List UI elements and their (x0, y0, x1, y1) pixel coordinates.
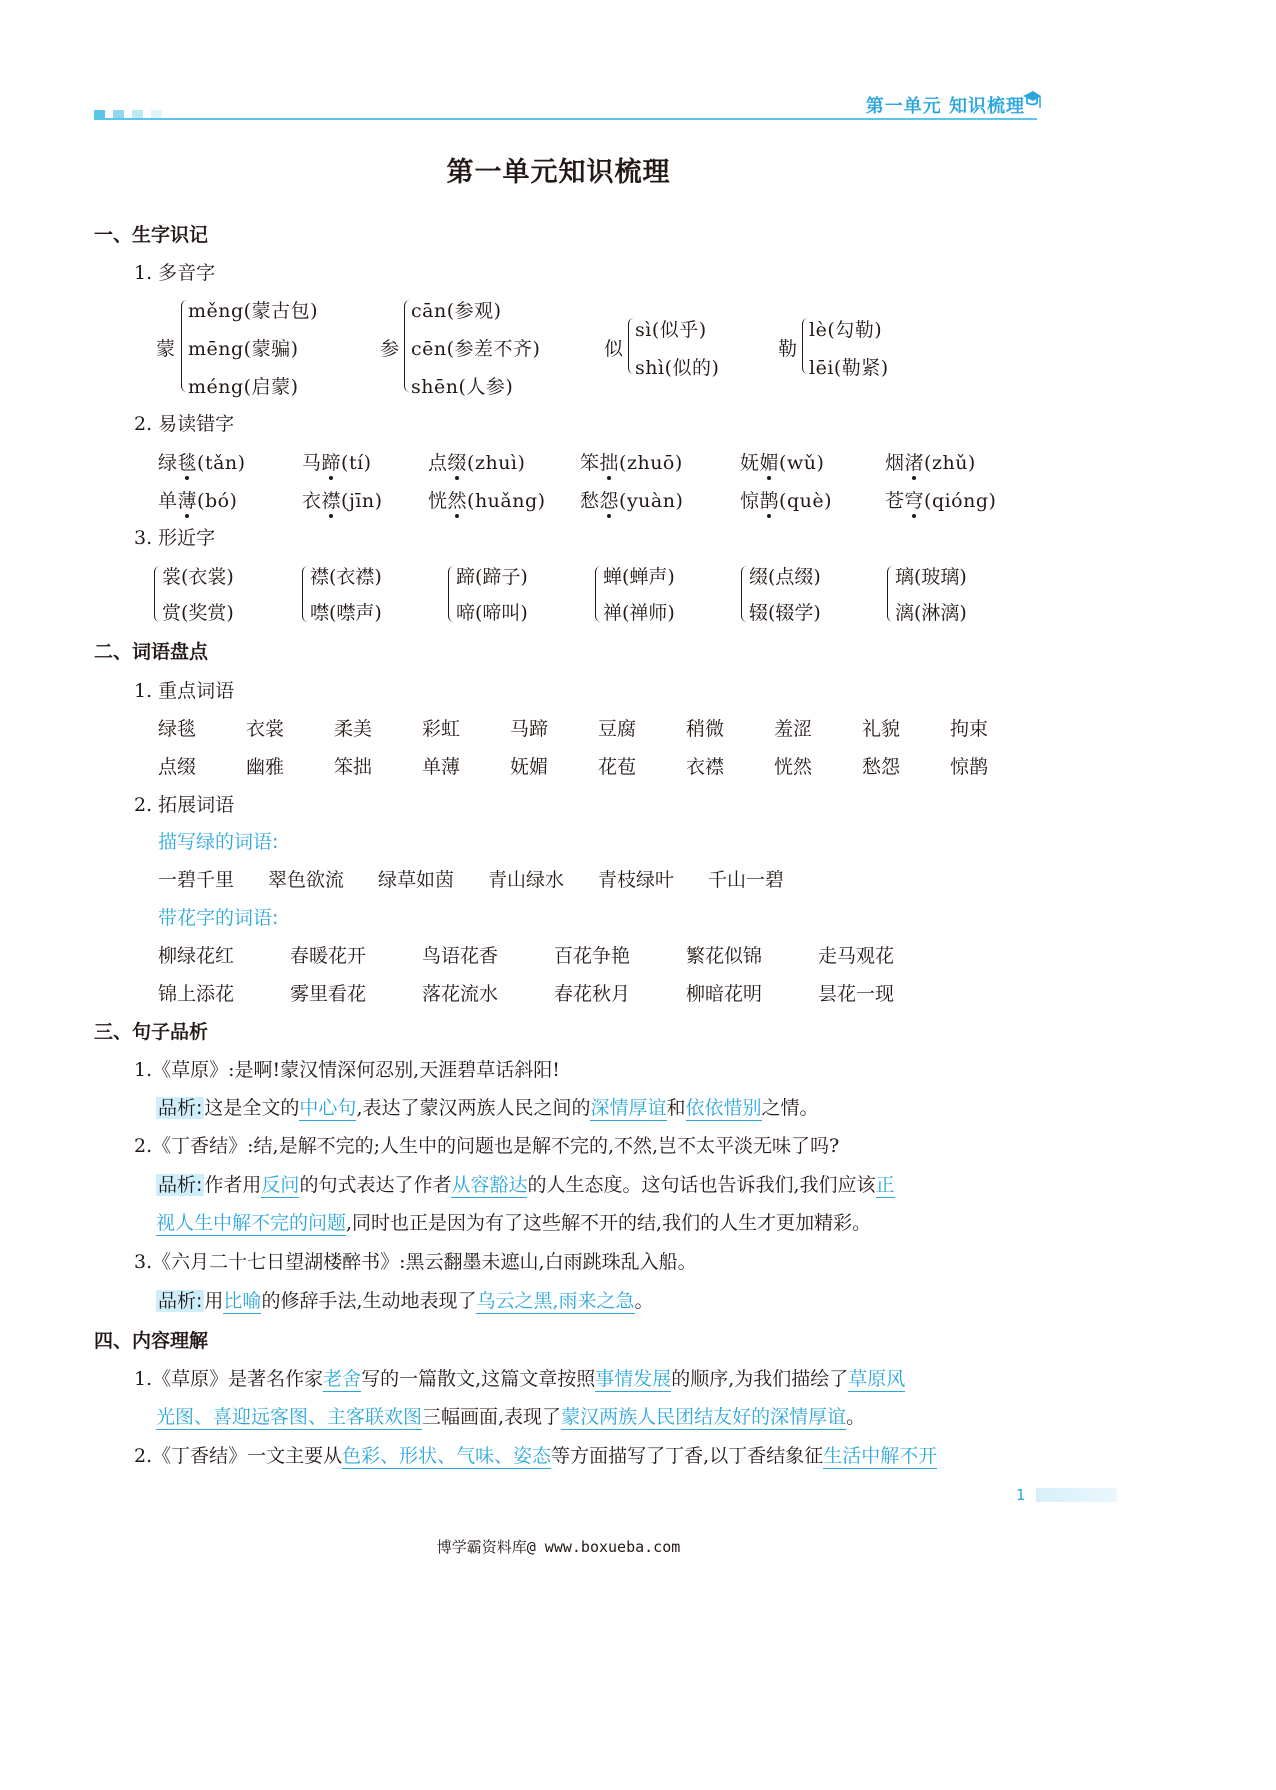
brace (154, 566, 160, 622)
key-word: 衣襟 (686, 756, 725, 778)
misread-char: 妩 (740, 452, 760, 474)
section-heading: 四、内容理解 (94, 1330, 209, 1352)
similar-char: 赏(奖赏) (162, 602, 234, 624)
page-number-bar (1036, 1488, 1117, 1502)
polyphone-reading: shēn(人参) (411, 376, 514, 398)
subheading: 1. 多音字 (134, 262, 216, 284)
flower-word: 柳绿花红 (158, 945, 235, 967)
text-run: 的修辞手法,生动地表现了 (261, 1290, 477, 1312)
text-run: 之情。 (761, 1097, 819, 1119)
polyphone-reading: lēi(勒紧) (809, 357, 889, 379)
polyphone-reading: mēng(蒙骗) (188, 338, 299, 360)
misread-item (580, 448, 683, 475)
text-run: 。 (846, 1406, 866, 1428)
misread-item (428, 448, 525, 475)
misread-char-dotted: 穹 (904, 490, 925, 512)
category-label: 带花字的词语: (158, 907, 279, 929)
similar-char: 襟(衣襟) (310, 566, 382, 588)
graduation-cap-icon (1021, 88, 1041, 112)
text-run: 的人生态度。这句话也告诉我们,我们应该 (527, 1174, 876, 1196)
misread-item (428, 486, 546, 513)
key-answer: 生活中解不开 (823, 1445, 938, 1467)
misread-pinyin: (bó) (197, 490, 238, 512)
key-answer: 从容豁达 (451, 1174, 528, 1196)
brace (404, 300, 410, 392)
similar-char: 辍(辍学) (749, 602, 821, 624)
misread-char: 惊 (740, 490, 760, 512)
analysis-tag: 品析: (158, 1174, 203, 1196)
key-word: 点缀 (158, 756, 197, 778)
flower-word: 锦上添花 (158, 983, 235, 1005)
section-heading: 三、句子品析 (94, 1021, 209, 1043)
key-answer: 正 (875, 1174, 895, 1196)
flower-word: 繁花似锦 (686, 945, 763, 967)
key-word: 妩媚 (510, 756, 549, 778)
subheading: 1. 重点词语 (134, 680, 235, 702)
misread-char: 马 (302, 452, 322, 474)
misread-pinyin: (yuàn) (619, 490, 684, 512)
similar-char: 裳(衣裳) (162, 566, 234, 588)
misread-item (158, 486, 237, 513)
flower-word: 春花秋月 (554, 983, 631, 1005)
misread-char: 烟 (885, 452, 905, 474)
key-word: 单薄 (422, 756, 461, 778)
key-word: 拘束 (950, 718, 989, 740)
sentence-quote: 3.《六月二十七日望湖楼醉书》:黑云翻墨未遮山,白雨跳珠乱入船。 (134, 1251, 697, 1273)
footer-watermark: 博学霸资料库@ www.boxueba.com (436, 1538, 681, 1556)
subheading: 3. 形近字 (134, 527, 216, 549)
misread-pinyin: (zhuō) (619, 452, 683, 474)
misread-pinyin: (qióng) (924, 490, 997, 512)
key-answer: 反问 (261, 1174, 300, 1196)
key-answer: 事情发展 (595, 1368, 672, 1390)
similar-char: 蹄(蹄子) (456, 566, 528, 588)
page-title: 第一单元知识梳理 (446, 157, 671, 188)
key-word: 礼貌 (862, 718, 901, 740)
key-answer: 中心句 (299, 1097, 357, 1119)
text-run: 的顺序,为我们描绘了 (671, 1368, 849, 1390)
misread-pinyin: (què) (779, 490, 832, 512)
text-run: ,同时也正是因为有了这些解不开的结,我们的人生才更加精彩。 (346, 1212, 872, 1234)
misread-char: 点 (428, 452, 448, 474)
analysis-tag: 品析: (158, 1290, 203, 1312)
page-number: 1 (1016, 1486, 1026, 1504)
brace (628, 318, 634, 374)
misread-pinyin: (zhuì) (467, 452, 526, 474)
sentence-quote: 2.《丁香结》:结,是解不完的;人生中的问题也是解不完的,不然,岂不太平淡无味了吗? (134, 1135, 840, 1157)
text-run: 三幅画面,表现了 (422, 1406, 562, 1428)
flower-word: 柳暗花明 (686, 983, 763, 1005)
green-word: 青山绿水 (488, 869, 565, 891)
text-run: 的句式表达了作者 (299, 1174, 452, 1196)
text-run: 等方面描写了丁香,以丁香结象征 (551, 1445, 824, 1467)
green-word: 一碧千里 (158, 869, 235, 891)
brace (741, 566, 747, 622)
green-word: 千山一碧 (708, 869, 785, 891)
polyphone-char: 似 (604, 338, 624, 360)
similar-char: 缀(点缀) (749, 566, 821, 588)
brace (595, 566, 601, 622)
text-run: 2.《丁香结》一文主要从 (134, 1445, 343, 1467)
key-word: 衣裳 (246, 718, 285, 740)
content-line (134, 1364, 905, 1391)
key-word: 花苞 (598, 756, 637, 778)
misread-char: 愁 (580, 490, 600, 512)
text-run: 这是全文的 (204, 1097, 300, 1119)
key-answer: 视人生中解不完的问题 (156, 1212, 347, 1234)
key-word: 马蹄 (510, 718, 549, 740)
category-label: 描写绿的词语: (158, 831, 279, 853)
analysis-line (156, 1170, 895, 1197)
subheading: 2. 易读错字 (134, 413, 235, 435)
analysis-tag: 品析: (158, 1097, 203, 1119)
polyphone-reading: měng(蒙古包) (188, 300, 318, 322)
misread-pinyin: (huǎng) (467, 490, 546, 512)
similar-char: 漓(淋漓) (895, 602, 967, 624)
analysis-line (156, 1208, 871, 1235)
polyphone-char: 勒 (778, 338, 798, 360)
key-answer: 乌云之黑,雨来之急 (476, 1290, 635, 1312)
misread-pinyin: (jīn) (341, 490, 383, 512)
key-answer: 依依惜别 (685, 1097, 762, 1119)
misread-char: 绿 (158, 452, 178, 474)
key-word: 幽雅 (246, 756, 285, 778)
key-word: 柔美 (334, 718, 373, 740)
text-run: 作者用 (204, 1174, 262, 1196)
misread-char-dotted: 蹄 (321, 452, 342, 474)
similar-char: 禅(禅师) (603, 602, 675, 624)
polyphone-reading: shì(似的) (635, 357, 720, 379)
misread-char-dotted: 缀 (447, 452, 468, 474)
brace (302, 566, 308, 622)
flower-word: 春暖花开 (290, 945, 367, 967)
misread-char: 笨 (580, 452, 600, 474)
misread-char: 衣 (302, 490, 322, 512)
sentence-quote: 1.《草原》:是啊!蒙汉情深何忍别,天涯碧草话斜阳! (134, 1059, 560, 1081)
polyphone-reading: cān(参观) (411, 300, 502, 322)
content-line (156, 1402, 865, 1429)
flower-word: 落花流水 (422, 983, 499, 1005)
key-word: 彩虹 (422, 718, 461, 740)
misread-pinyin: (tí) (341, 452, 372, 474)
text-run: 写的一篇散文,这篇文章按照 (361, 1368, 596, 1390)
misread-char-dotted: 毯 (177, 452, 198, 474)
polyphone-reading: sì(似乎) (635, 319, 707, 341)
polyphone-reading: lè(勾勒) (809, 319, 883, 341)
header-rule (94, 118, 1037, 120)
key-answer: 光图、喜迎远客图、主客联欢图 (156, 1406, 423, 1428)
brace (181, 300, 187, 392)
misread-char-dotted: 然 (447, 490, 468, 512)
key-word: 绿毯 (158, 718, 197, 740)
key-word: 笨拙 (334, 756, 373, 778)
misread-item (740, 448, 824, 475)
key-answer: 色彩、形状、气味、姿态 (342, 1445, 552, 1467)
key-answer: 草原风 (848, 1368, 906, 1390)
similar-char: 蝉(蝉声) (603, 566, 675, 588)
analysis-line (156, 1286, 654, 1313)
green-word: 青枝绿叶 (598, 869, 675, 891)
analysis-line (156, 1093, 819, 1120)
key-answer: 比喻 (223, 1290, 262, 1312)
key-word: 稍微 (686, 718, 725, 740)
similar-char: 啼(啼叫) (456, 602, 528, 624)
section-heading: 二、词语盘点 (94, 641, 209, 663)
key-word: 豆腐 (598, 718, 637, 740)
flower-word: 鸟语花香 (422, 945, 499, 967)
misread-item (158, 448, 246, 475)
content-line (134, 1441, 937, 1468)
key-word: 惊鹊 (950, 756, 989, 778)
misread-char-dotted: 怨 (599, 490, 620, 512)
misread-char-dotted: 渚 (904, 452, 925, 474)
subheading: 2. 拓展词语 (134, 794, 235, 816)
polyphone-char: 参 (380, 338, 400, 360)
flower-word: 昙花一现 (818, 983, 895, 1005)
key-word: 恍然 (774, 756, 813, 778)
section-heading: 一、生字识记 (94, 224, 209, 246)
misread-char: 单 (158, 490, 178, 512)
text-run: 和 (666, 1097, 686, 1119)
polyphone-reading: méng(启蒙) (188, 376, 299, 398)
key-word: 愁怨 (862, 756, 901, 778)
misread-pinyin: (tǎn) (197, 452, 246, 474)
polyphone-char: 蒙 (156, 338, 176, 360)
flower-word: 雾里看花 (290, 983, 367, 1005)
brace (448, 566, 454, 622)
misread-char-dotted: 薄 (177, 490, 198, 512)
misread-char-dotted: 鹊 (759, 490, 780, 512)
misread-pinyin: (zhǔ) (924, 452, 976, 474)
misread-item (302, 448, 372, 475)
header-unit-title: 第一单元 知识梳理 (865, 96, 1025, 117)
brace (887, 566, 893, 622)
misread-char-dotted: 拙 (599, 452, 620, 474)
brace (802, 318, 808, 374)
key-answer: 老舍 (323, 1368, 362, 1390)
misread-char: 苍 (885, 490, 905, 512)
flower-word: 走马观花 (818, 945, 895, 967)
misread-item (885, 486, 996, 513)
header-decoration (94, 104, 170, 123)
key-word: 羞涩 (774, 718, 813, 740)
misread-char-dotted: 媚 (759, 452, 780, 474)
misread-char: 恍 (428, 490, 448, 512)
polyphone-reading: cēn(参差不齐) (411, 338, 541, 360)
misread-item (885, 448, 976, 475)
green-word: 绿草如茵 (378, 869, 455, 891)
misread-pinyin: (wǔ) (779, 452, 825, 474)
misread-item (302, 486, 383, 513)
flower-word: 百花争艳 (554, 945, 631, 967)
text-run: ,表达了蒙汉两族人民之间的 (356, 1097, 591, 1119)
similar-char: 璃(玻璃) (895, 566, 967, 588)
key-answer: 深情厚谊 (590, 1097, 667, 1119)
text-run: 1.《草原》是著名作家 (134, 1368, 324, 1390)
text-run: 用 (204, 1290, 224, 1312)
misread-item (740, 486, 832, 513)
text-run: 。 (634, 1290, 654, 1312)
misread-char-dotted: 襟 (321, 490, 342, 512)
misread-item (580, 486, 683, 513)
green-word: 翠色欲流 (268, 869, 345, 891)
key-answer: 蒙汉两族人民团结友好的深情厚谊 (561, 1406, 847, 1428)
similar-char: 噤(噤声) (310, 602, 382, 624)
